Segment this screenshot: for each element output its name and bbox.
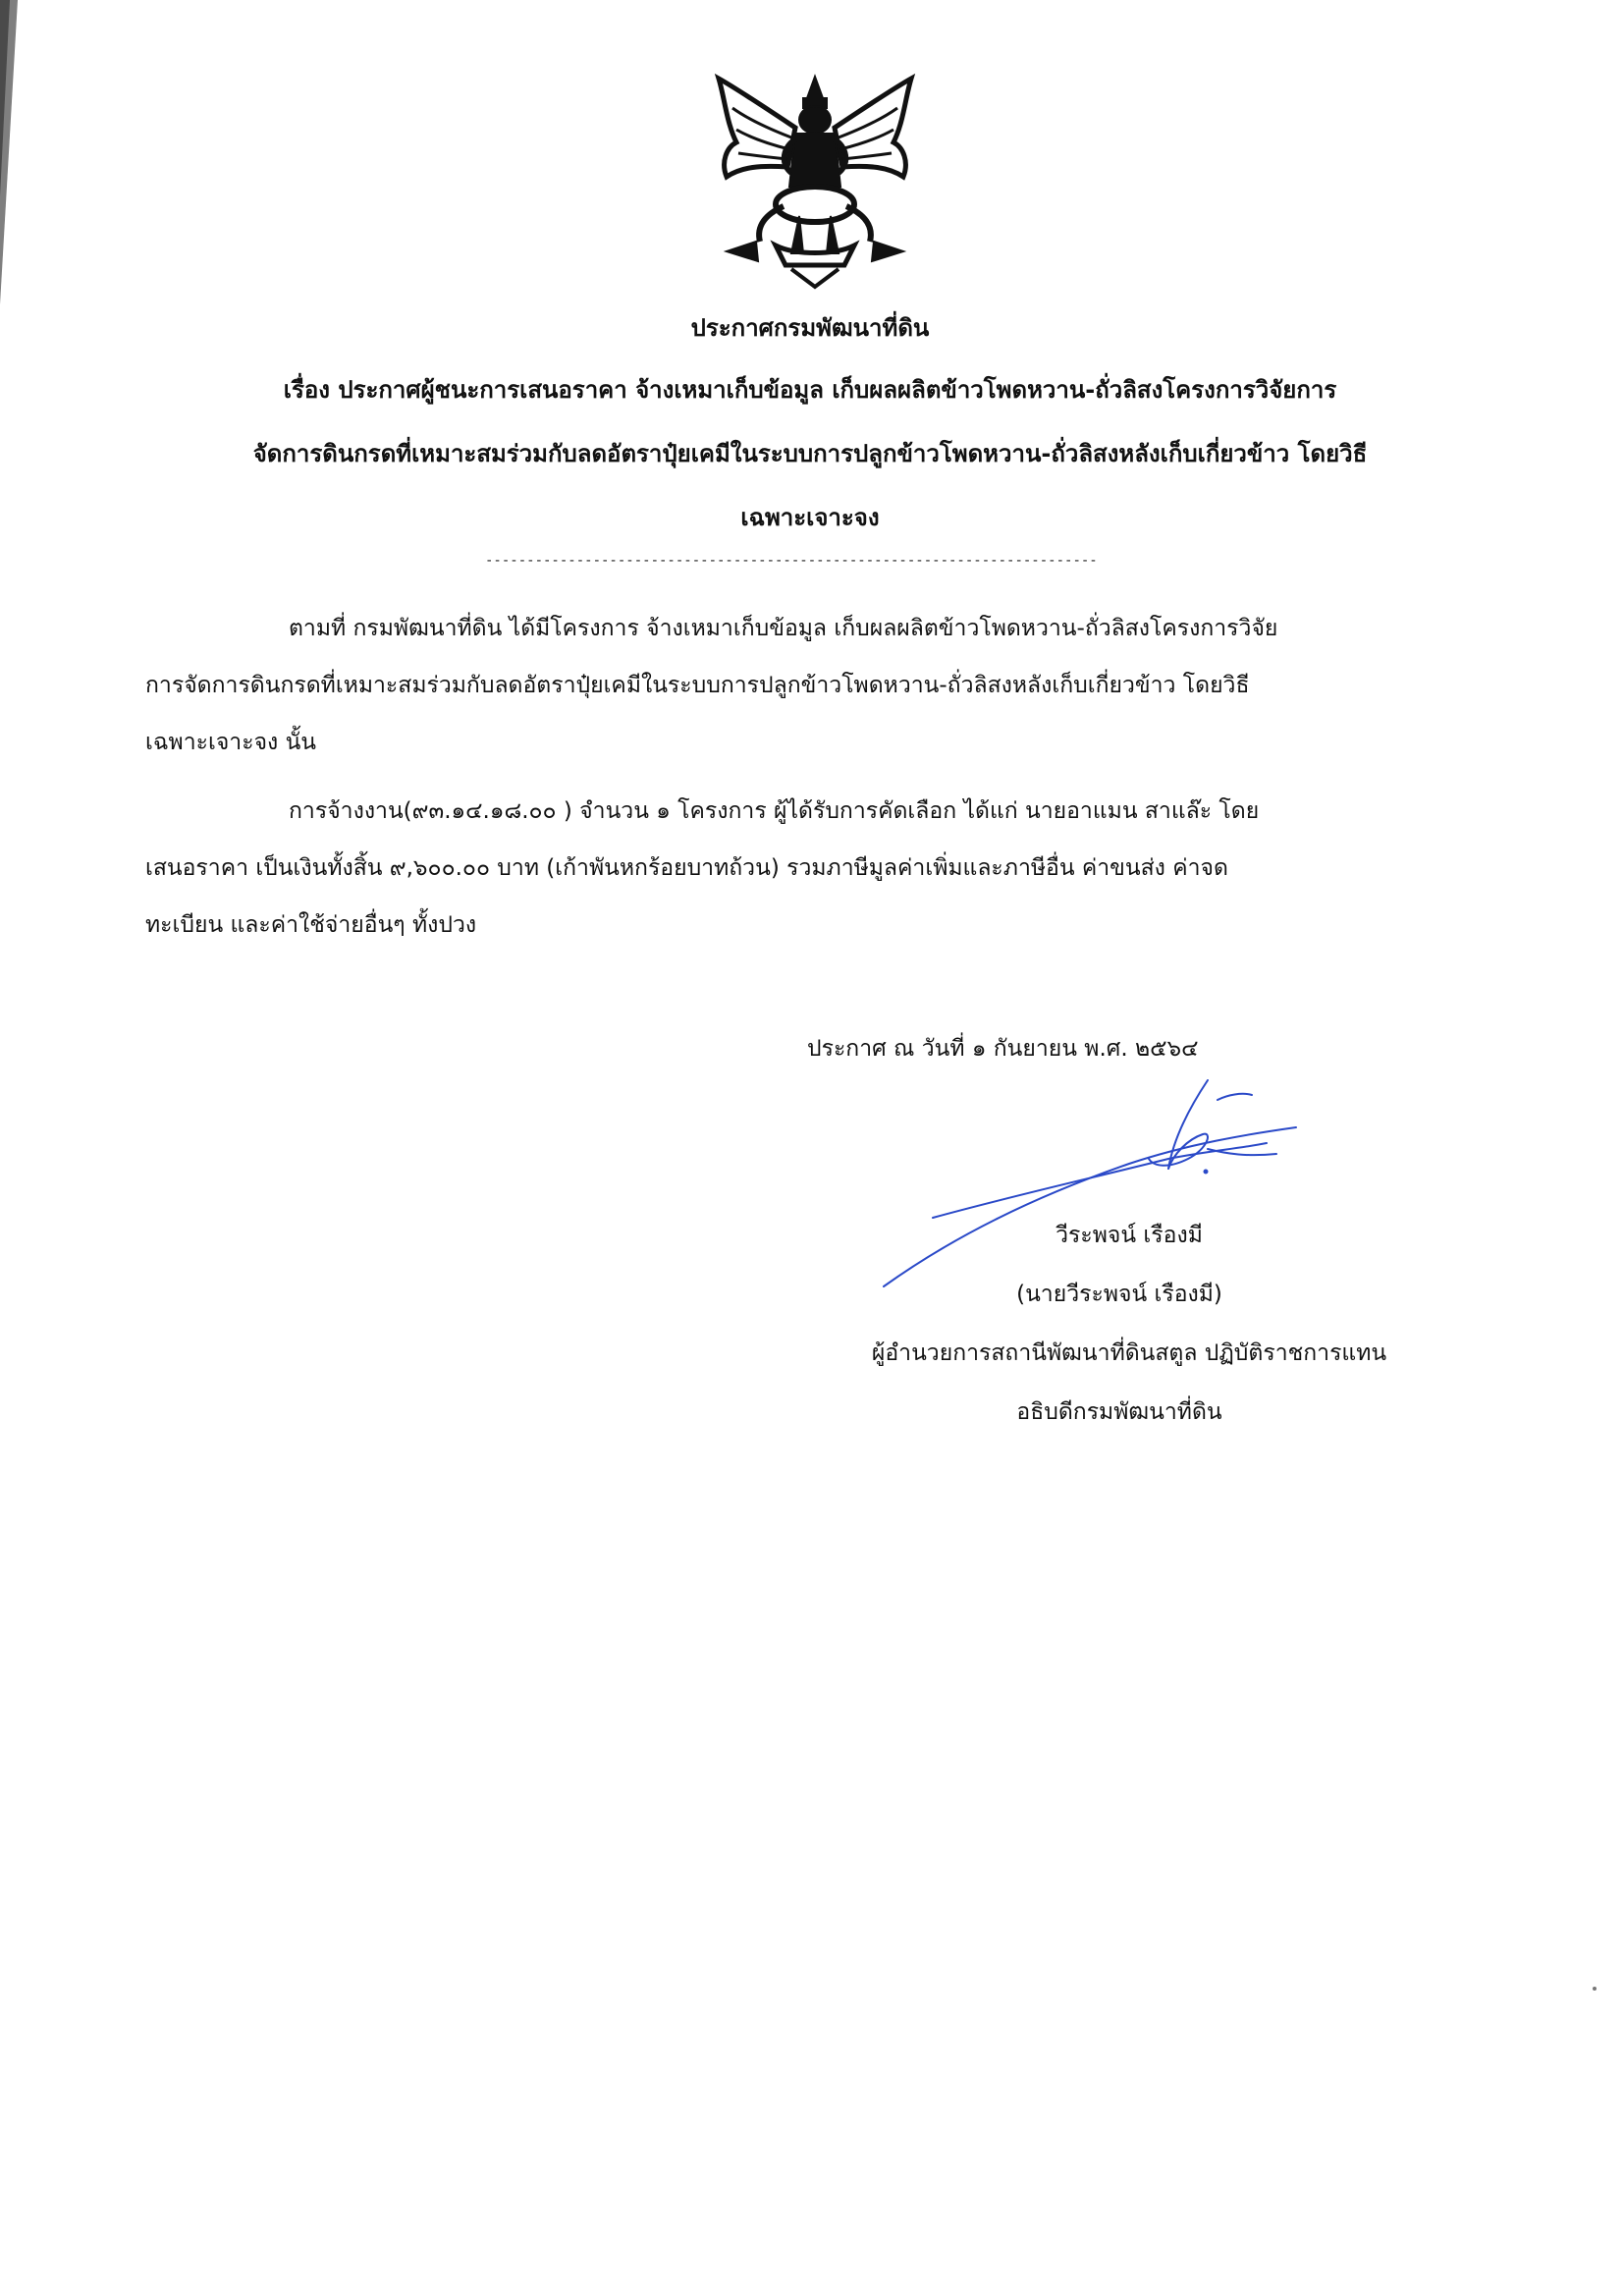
garuda-emblem-icon — [697, 69, 933, 295]
paragraph-1-line-3: เฉพาะเจาะจง นั้น — [145, 730, 317, 755]
separator-line: -------------------------------------------------------------------------- — [485, 553, 1098, 569]
scan-speck — [1593, 1987, 1597, 1991]
announcement-subject-line-2: จัดการดินกรดที่เหมาะสมร่วมกับลดอัตราปุ๋ยเคมีในระบบการปลูกข้าวโพดหวาน-ถั่วลิสงหลังเก็บเกี่ยวข้าว โดยวิธี — [252, 440, 1368, 467]
handwritten-signature — [874, 1061, 1306, 1306]
announcement-subject-line-3: เฉพาะเจาะจง — [740, 504, 880, 531]
paragraph-2-line-1: การจ้างงาน(๙๓.๑๔.๑๘.๐๐ ) จำนวน ๑ โครงการ ผู้ได้รับการคัดเลือก ได้แก่ นายอาแมน สาแล๊ะ โดย — [289, 798, 1260, 824]
signer-position: ผู้อำนวยการสถานีพัฒนาที่ดินสตูล ปฏิบัติราชการแทน — [871, 1340, 1387, 1366]
paragraph-2-line-2: เสนอราคา เป็นเงินทั้งสิ้น ๙,๖๐๐.๐๐ บาท (เก้าพันหกร้อยบาทถ้วน) รวมภาษีมูลค่าเพิ่มและภาษีอื่น ค่าขนส่ง ค่าจด — [145, 855, 1228, 881]
paragraph-1-line-2: การจัดการดินกรดที่เหมาะสมร่วมกับลดอัตราปุ๋ยเคมีในระบบการปลูกข้าวโพดหวาน-ถั่วลิสงหลังเก็บเกี่ยวข้าว โดยวิธี — [145, 673, 1250, 698]
signer-name: วีระพจน์ เรืองมี — [1056, 1223, 1203, 1248]
signer-full-name: (นายวีระพจน์ เรืองมี) — [1016, 1282, 1222, 1307]
paragraph-2-line-3: ทะเบียน และค่าใช้จ่ายอื่นๆ ทั้งปวง — [145, 912, 477, 938]
paragraph-1-line-1: ตามที่ กรมพัฒนาที่ดิน ได้มีโครงการ จ้างเหมาเก็บข้อมูล เก็บผลผลิตข้าวโพดหวาน-ถั่วลิสงโครงการวิจัย — [289, 616, 1278, 641]
scan-edge-shadow-dark — [0, 0, 10, 196]
announcement-issuer: ประกาศกรมพัฒนาที่ดิน — [690, 314, 930, 342]
announcement-date: ประกาศ ณ วันที่ ๑ กันยายน พ.ศ. ๒๕๖๔ — [807, 1036, 1199, 1062]
signer-position-2: อธิบดีกรมพัฒนาที่ดิน — [1016, 1399, 1222, 1425]
announcement-subject-line-1: เรื่อง ประกาศผู้ชนะการเสนอราคา จ้างเหมาเก็บข้อมูล เก็บผลผลิตข้าวโพดหวาน-ถั่วลิสงโครงการวิจัยการ — [283, 376, 1337, 404]
